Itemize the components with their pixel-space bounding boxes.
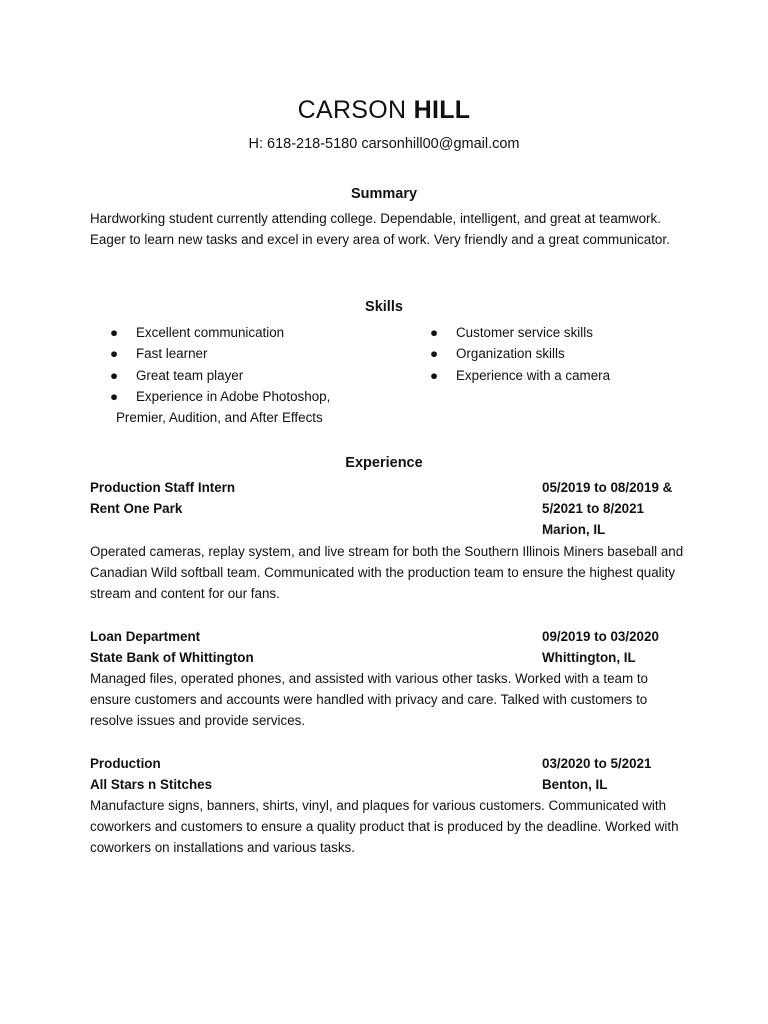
skills-heading: Skills [365,299,403,315]
experience-heading: Experience [345,455,423,471]
job-2-subheader [90,647,690,668]
bullet-icon: ● [110,388,119,404]
job-dates: 03/2020 to 5/2021 [542,756,652,771]
job-1-subheader [90,498,690,519]
bullet-icon: ● [110,367,119,383]
first-name: CARSON [297,96,407,124]
job-1-description: Operated cameras, replay system, and live stream for both the Southern Illinois Miners baseball and Canadian Wild softball team. Communicated with the production team to ensure the highest quality stream and content for our fans. [90,544,684,602]
job-location: Benton, IL [542,777,608,792]
summary-heading: Summary [350,186,418,202]
job-3-description: Manufacture signs, banners, shirts, vinyl, and plaques for various customers. Communicated with coworkers and customers to ensure a quality product that is produced by the deadline. Worked with coworkers on installations and various tasks. [90,798,679,856]
job-company: All Stars n Stitches [90,777,213,792]
job-dates: 05/2019 to 08/2019 & [542,480,673,495]
job-location: Whittington, IL [542,650,636,665]
contact-line: H: 618-218-5180 carsonhill00@gmail.com [248,136,520,152]
last-name: HILL [413,96,471,124]
bullet-icon: ● [110,346,119,362]
candidate-name [0,96,768,125]
job-dates-continued: 5/2021 to 8/2021 [542,501,644,516]
skill-item: ● Organization skills [430,343,730,364]
skill-item: ● Great team player [110,365,410,386]
skill-item: ● Fast learner [110,343,410,364]
job-2-header [90,626,690,647]
skill-item: ● Experience with a camera [430,365,730,386]
skills-list-left [110,322,410,428]
job-role: Production [90,756,161,771]
bullet-icon: ● [430,367,439,383]
job-company: State Bank of Whittington [90,650,254,665]
job-company: Rent One Park [90,501,183,516]
job-3-header [90,753,690,774]
job-1-location-row [90,519,690,540]
skills-list-right [430,322,730,386]
job-3-subheader [90,774,690,795]
bullet-icon: ● [430,325,439,340]
bullet-icon: ● [110,325,119,340]
bullet-icon: ● [430,346,439,362]
skill-item: ● Excellent communication [110,322,410,343]
skill-item: ● Experience in Adobe Photoshop, Premier, Audition, and After Effects [110,386,410,429]
job-dates: 09/2019 to 03/2020 [542,629,659,644]
summary-text: Hardworking student currently attending college. Dependable, intelligent, and great at teamwork. Eager to learn new tasks and excel in every area of work. Very friendly and a great communicator. [90,211,670,248]
job-location: Marion, IL [542,522,606,537]
job-role: Loan Department [90,629,201,644]
job-role: Production Staff Intern [90,480,236,495]
skill-item: ● Customer service skills [430,322,730,343]
job-1-header [90,477,690,498]
job-2-description: Managed files, operated phones, and assisted with various other tasks. Worked with a team to ensure customers and accounts were handled with privacy and care. Talked with customers to resolve issues and provide services. [90,671,648,729]
